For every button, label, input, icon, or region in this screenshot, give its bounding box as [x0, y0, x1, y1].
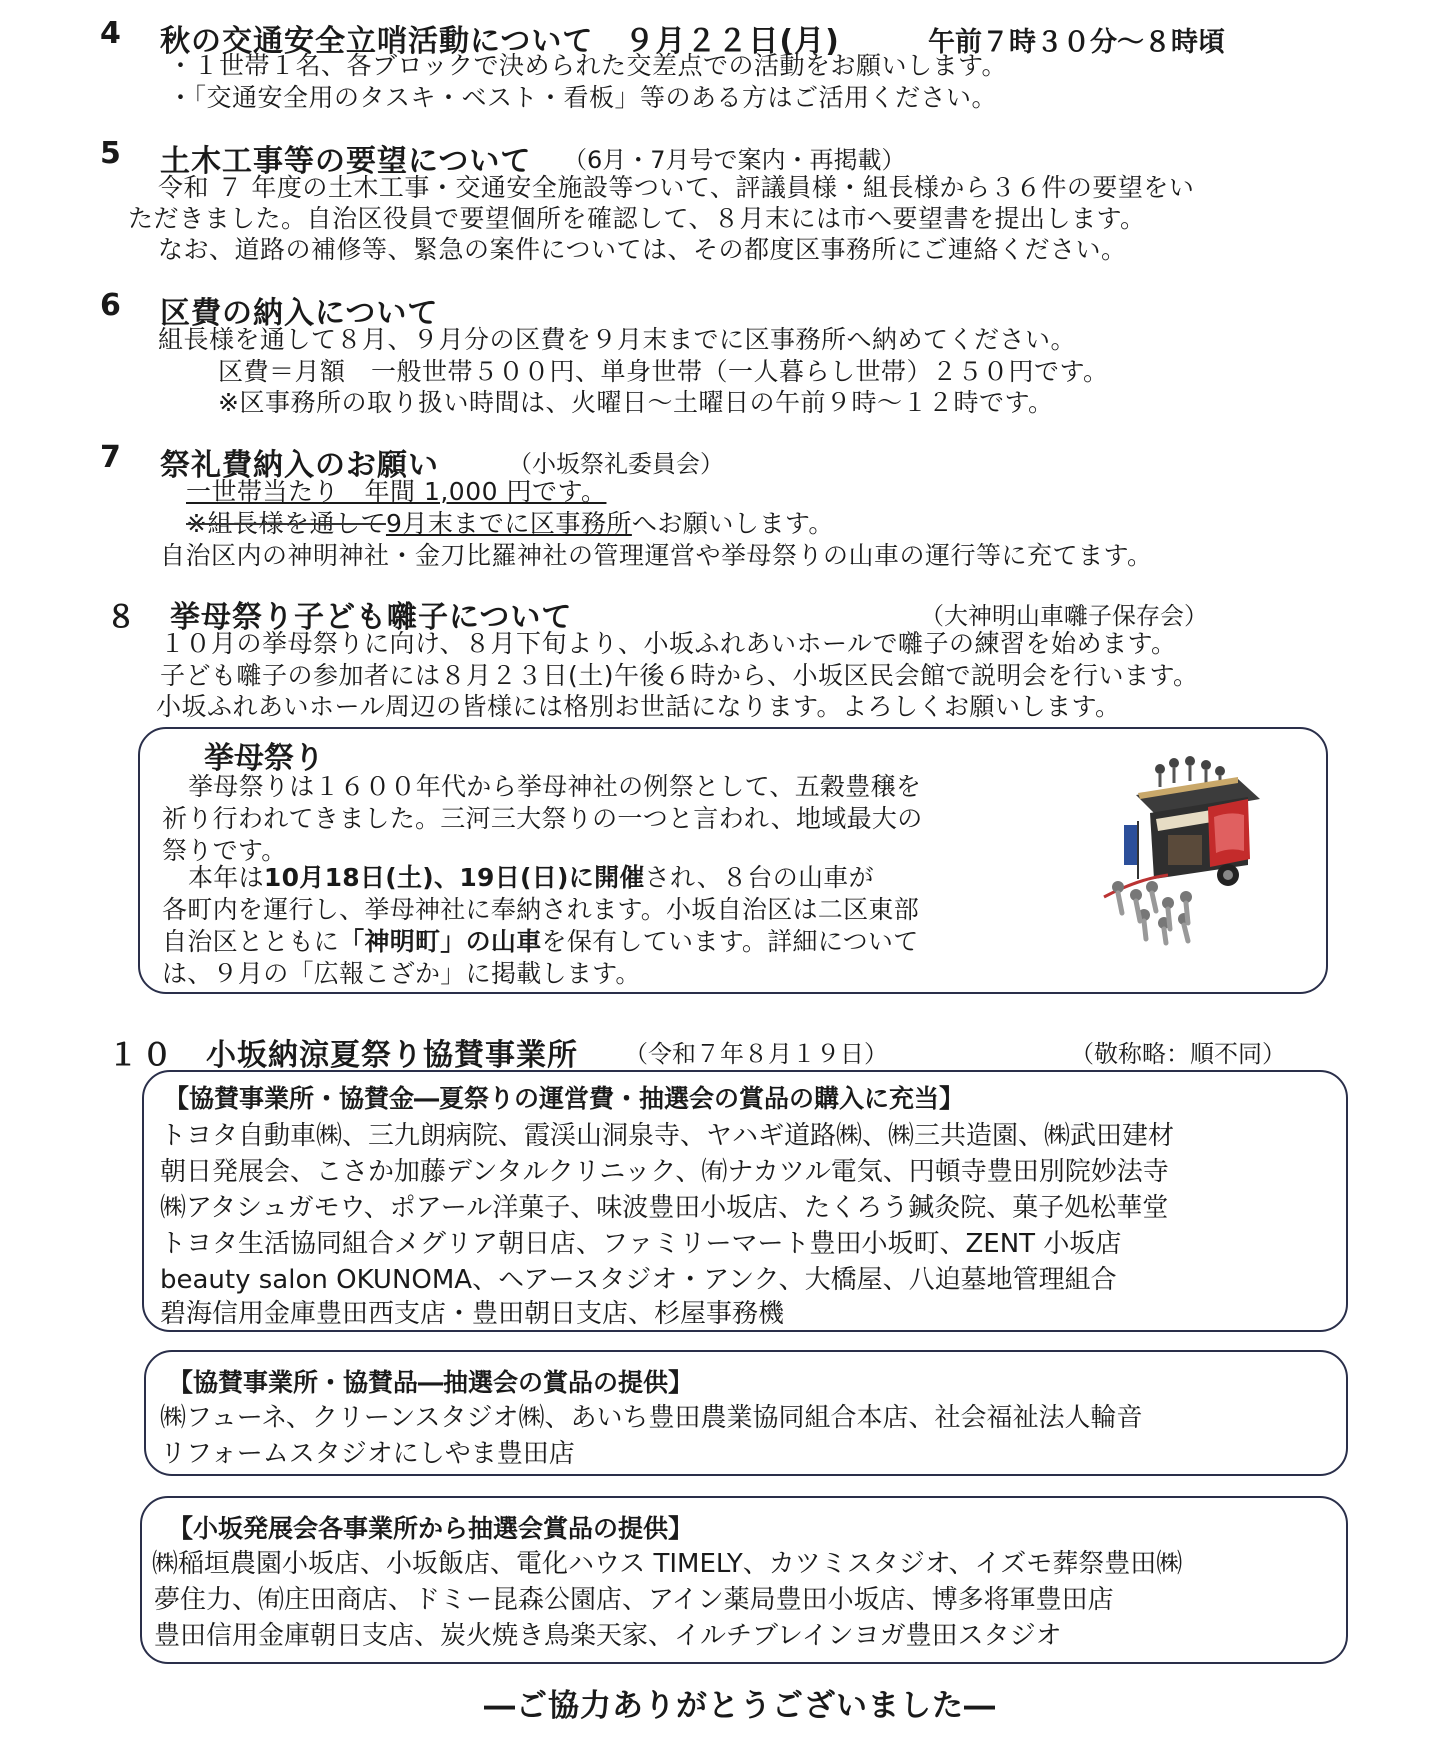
- sponsor-box-money-line-5: beauty salon OKUNOMA、ヘアースタジオ・アンク、大橋屋、八迫墓地管理組合: [160, 1265, 1117, 1295]
- section-6-line-2: 区費＝月額 一般世帯５００円、単身世帯（一人暮らし世帯）２５０円です。: [218, 357, 1109, 386]
- section-10-number: １０: [108, 1038, 176, 1073]
- sponsor-box-merchants: [140, 1496, 1348, 1664]
- section-7-line-3: 自治区内の神明神社・金刀比羅神社の管理運営や挙母祭りの山車の運行等に充てます。: [160, 541, 1153, 570]
- koromo-line-5: 各町内を運行し、挙母神社に奉納されます。小坂自治区は二区東部: [162, 895, 920, 924]
- sponsor-box-merchants-line-1: ㈱稲垣農園小坂店、小坂飯店、電化ハウス TIMELY、カツミスタジオ、イズモ葬祭豊田㈱: [152, 1549, 1183, 1579]
- section-5-line-1: 令和 ７ 年度の土木工事・交通安全施設等ついて、評議員様・組長様から３６件の要望をい: [158, 173, 1195, 202]
- section-8-number: ８: [106, 600, 136, 635]
- koromo-line-6b: 「神明町」の山車: [339, 927, 542, 956]
- sponsor-box-money-header: 【協賛事業所・協賛金―夏祭りの運営費・抽選会の賞品の購入に充当】: [164, 1084, 965, 1113]
- sponsor-box-money: [142, 1070, 1348, 1332]
- sponsor-box-merchants-line-2: 夢住力、㈲庄田商店、ドミー昆森公園店、アイン薬局豊田小坂店、博多将軍豊田店: [154, 1585, 1114, 1615]
- section-7-line-2c: へお願いします。: [631, 509, 834, 538]
- koromo-line-4c: され、８台の山車が: [644, 863, 874, 892]
- sponsor-box-money-line-1: トヨタ自動車㈱、三九朗病院、霞渓山洞泉寺、ヤハギ道路㈱、㈱三共造園、㈱武田建材: [160, 1121, 1175, 1151]
- sponsor-box-merchants-header: 【小坂発展会各事業所から抽選会賞品の提供】: [168, 1514, 694, 1543]
- sponsor-box-money-line-3: ㈱アタシュガモウ、ポアール洋菓子、味波豊田小坂店、たくろう鍼灸院、菓子処松華堂: [160, 1193, 1169, 1223]
- sponsor-box-goods-header: 【協賛事業所・協賛品―抽選会の賞品の提供】: [168, 1368, 694, 1397]
- koromo-festival-box: [138, 727, 1328, 994]
- section-7-line-2: [186, 508, 834, 540]
- section-4-line-2: ・「交通安全用のタスキ・ベスト・看板」等のある方はご活用ください。: [168, 83, 998, 112]
- section-8-note: （大神明山車囃子保存会）: [920, 602, 1208, 630]
- section-5-number: 5: [100, 136, 121, 171]
- koromo-line-2: 祈り行われてきました。三河三大祭りの一つと言われ、地域最大の: [162, 804, 923, 833]
- koromo-line-7: は、９月の「広報こざか」に掲載します。: [162, 959, 641, 988]
- sponsor-box-goods-line-2: リフォームスタジオにしやま豊田店: [160, 1439, 575, 1469]
- section-8-line-1: １０月の挙母祭りに向け、８月下旬より、小坂ふれあいホールで囃子の練習を始めます。: [160, 629, 1177, 658]
- section-6-line-1: 組長様を通して８月、９月分の区費を９月末までに区事務所へ納めてください。: [158, 325, 1077, 354]
- sponsor-box-money-line-6: 碧海信用金庫豊田西支店・豊田朝日支店、杉屋事務機: [160, 1299, 785, 1329]
- thank-you-footer: ―ご協力ありがとうございました―: [484, 1688, 996, 1724]
- section-6-title: 区費の納入について: [160, 296, 439, 331]
- section-5-note: （6月・7月号で案内・再掲載）: [563, 146, 906, 174]
- section-7-number: 7: [100, 440, 121, 475]
- section-5-line-3: なお、道路の補修等、緊急の案件については、その都度区事務所にご連絡ください。: [158, 235, 1127, 264]
- section-4-number: 4: [100, 16, 121, 51]
- koromo-line-6a: 自治区とともに: [162, 927, 340, 956]
- section-8-line-3: 小坂ふれあいホール周辺の皆様には格別お世話になります。よろしくお願いします。: [156, 692, 1121, 721]
- koromo-line-6: [162, 926, 919, 958]
- section-8-title: 挙母祭り子ども囃子について: [170, 600, 573, 635]
- section-5-title: 土木工事等の要望について: [160, 144, 532, 179]
- section-4-line-1: ・１世帯１名、各ブロックで決められた交差点での活動をお願いします。: [168, 51, 1008, 80]
- section-6-line-3: ※区事務所の取り扱い時間は、火曜日～土曜日の午前９時～１２時です。: [218, 388, 1054, 417]
- section-7-title: 祭礼費納入のお願い: [160, 448, 439, 483]
- koromo-line-1: 挙母祭りは１６００年代から挙母神社の例祭として、五穀豊穣を: [188, 772, 922, 801]
- sponsor-box-goods-line-1: ㈱フューネ、クリーンスタジオ㈱、あいち豊田農業協同組合本店、社会福祉法人輪音: [160, 1403, 1143, 1433]
- sponsor-box-merchants-line-3: 豊田信用金庫朝日支店、炭火焼き鳥楽天家、イルチブレインヨガ豊田スタジオ: [154, 1621, 1062, 1651]
- section-7-line-2a: ※組長様を通して: [186, 509, 386, 538]
- sponsor-box-money-line-4: トヨタ生活協同組合メグリア朝日店、ファミリーマート豊田小坂町、ZENT 小坂店: [160, 1229, 1122, 1259]
- section-4-title: 秋の交通安全立哨活動について ９月２２日(月): [160, 24, 840, 59]
- sponsor-box-money-line-2: 朝日発展会、こさか加藤デンタルクリニック、㈲ナカツル電気、円頓寺豊田別院妙法寺: [160, 1157, 1169, 1187]
- section-7-line-1: 一世帯当たり 年間 1,000 円です。: [186, 477, 607, 506]
- koromo-line-3: 祭りです。: [162, 836, 287, 865]
- section-7-line-2b: 9月末までに区事務所: [385, 509, 632, 538]
- festival-float-illustration: [1098, 747, 1298, 947]
- section-10-date: （令和７年８月１９日）: [624, 1040, 888, 1068]
- section-7-note: （小坂祭礼委員会）: [508, 450, 724, 478]
- section-10-title: 小坂納涼夏祭り協賛事業所: [206, 1038, 578, 1073]
- section-4-time: 午前７時３０分～８時頃: [928, 27, 1225, 58]
- koromo-title: 挙母祭り: [204, 741, 324, 776]
- koromo-line-4: [188, 862, 874, 894]
- section-5-line-2: ただきました。自治区役員で要望個所を確認して、８月末には市へ要望書を提出します。: [128, 204, 1146, 233]
- koromo-line-6c: を保有しています。詳細について: [541, 927, 919, 956]
- section-8-line-2: 子ども囃子の参加者には８月２３日(土)午後６時から、小坂区民会館で説明会を行います。: [160, 661, 1199, 690]
- sponsor-box-goods: [144, 1350, 1348, 1476]
- section-10-note: （敬称略：順不同）: [1070, 1040, 1286, 1068]
- section-6-number: 6: [100, 288, 121, 323]
- koromo-line-4b: 10月18日(土)、19日(日)に開催: [263, 863, 645, 892]
- koromo-line-4a: 本年は: [188, 863, 264, 892]
